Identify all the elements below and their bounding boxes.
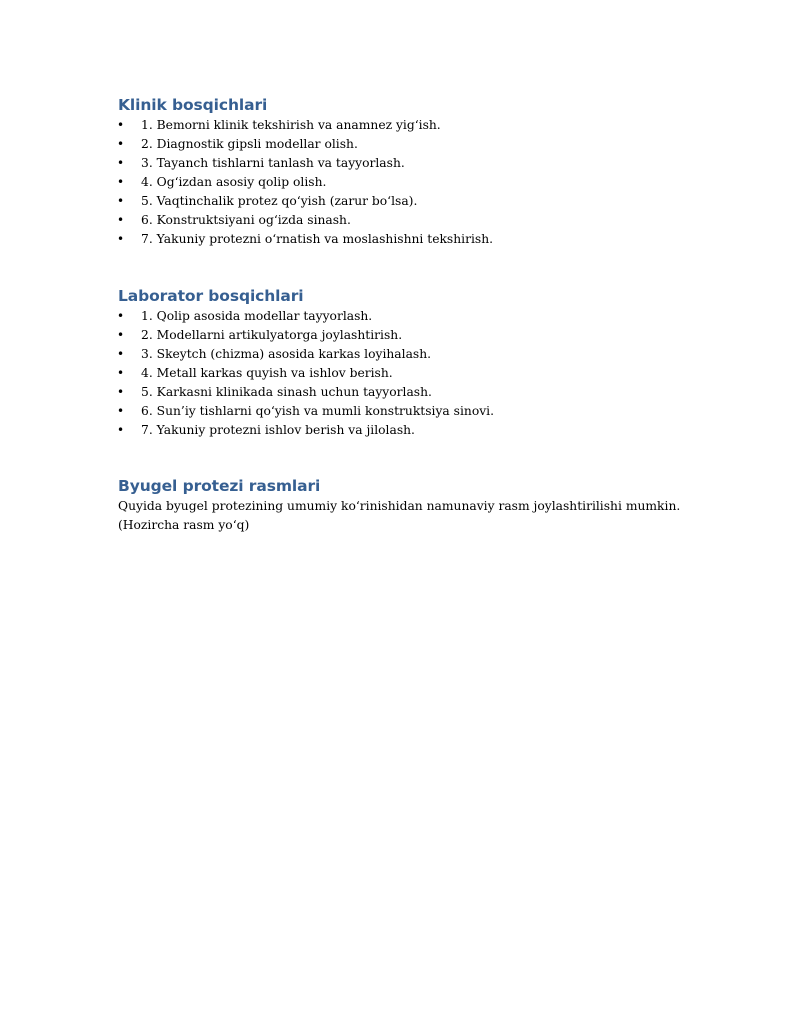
list-item: [118, 307, 718, 326]
list-item: [118, 135, 718, 154]
list-item-text: 1. Bemorni klinik tekshirish va anamnez yig‘ish.: [141, 118, 441, 132]
bullet-icon: •: [117, 347, 125, 361]
list-item-text: 4. Metall karkas quyish va ishlov berish.: [141, 366, 393, 380]
list-item: [118, 192, 718, 211]
bullet-icon: •: [117, 175, 125, 189]
bullet-icon: •: [117, 194, 125, 208]
section-klinik-bosqichlari: [118, 94, 718, 249]
bullet-icon: •: [117, 309, 125, 323]
list-item-text: 5. Karkasni klinikada sinash uchun tayyorlash.: [141, 385, 432, 399]
section-byugel-protezi-rasmlari: [118, 475, 718, 535]
list-item-text: 2. Diagnostik gipsli modellar olish.: [141, 137, 358, 151]
bullet-icon: •: [117, 366, 125, 380]
list-item: [118, 364, 718, 383]
list-item-text: 6. Sun’iy tishlarni qo‘yish va mumli konstruktsiya sinovi.: [141, 404, 495, 418]
list-item-text: 2. Modellarni artikulyatorga joylashtirish.: [141, 328, 403, 342]
list-item: [118, 116, 718, 135]
section-laborator-bosqichlari: [118, 285, 718, 440]
bullet-icon: •: [117, 137, 125, 151]
list-item-text: 7. Yakuniy protezni ishlov berish va jilolash.: [141, 423, 415, 437]
bullet-icon: •: [117, 328, 125, 342]
bullet-icon: •: [117, 232, 125, 246]
list-item: [118, 326, 718, 345]
klinik-steps-list: [118, 116, 718, 249]
list-item: [118, 345, 718, 364]
bullet-icon: •: [117, 156, 125, 170]
list-item-text: 6. Konstruktsiyani og‘izda sinash.: [141, 213, 351, 227]
bullet-icon: •: [117, 118, 125, 132]
list-item-text: 5. Vaqtinchalik protez qo‘yish (zarur bo‘lsa).: [141, 194, 418, 208]
list-item-text: 7. Yakuniy protezni o‘rnatish va moslashishni tekshirish.: [141, 232, 494, 246]
heading-byugel-protezi-rasmlari: Byugel protezi rasmlari: [118, 477, 321, 495]
heading-klinik-bosqichlari: Klinik bosqichlari: [118, 96, 268, 114]
list-item: [118, 421, 718, 440]
list-item-text: 4. Og‘izdan asosiy qolip olish.: [141, 175, 327, 189]
list-item-text: 3. Tayanch tishlarni tanlash va tayyorlash.: [141, 156, 405, 170]
list-item-text: 3. Skeytch (chizma) asosida karkas loyihalash.: [141, 347, 432, 361]
list-item: [118, 402, 718, 421]
list-item: [118, 154, 718, 173]
list-item: [118, 211, 718, 230]
list-item-text: 1. Qolip asosida modellar tayyorlash.: [141, 309, 373, 323]
laborator-steps-list: [118, 307, 718, 440]
image-description-text: Quyida byugel protezining umumiy ko‘rinishidan namunaviy rasm joylashtirilishi mumkin.: [118, 499, 681, 513]
image-placeholder-note: (Hozircha rasm yo‘q): [118, 518, 250, 532]
bullet-icon: •: [117, 423, 125, 437]
heading-laborator-bosqichlari: Laborator bosqichlari: [118, 287, 304, 305]
list-item: [118, 173, 718, 192]
list-item: [118, 230, 718, 249]
bullet-icon: •: [117, 404, 125, 418]
bullet-icon: •: [117, 213, 125, 227]
list-item: [118, 383, 718, 402]
bullet-icon: •: [117, 385, 125, 399]
